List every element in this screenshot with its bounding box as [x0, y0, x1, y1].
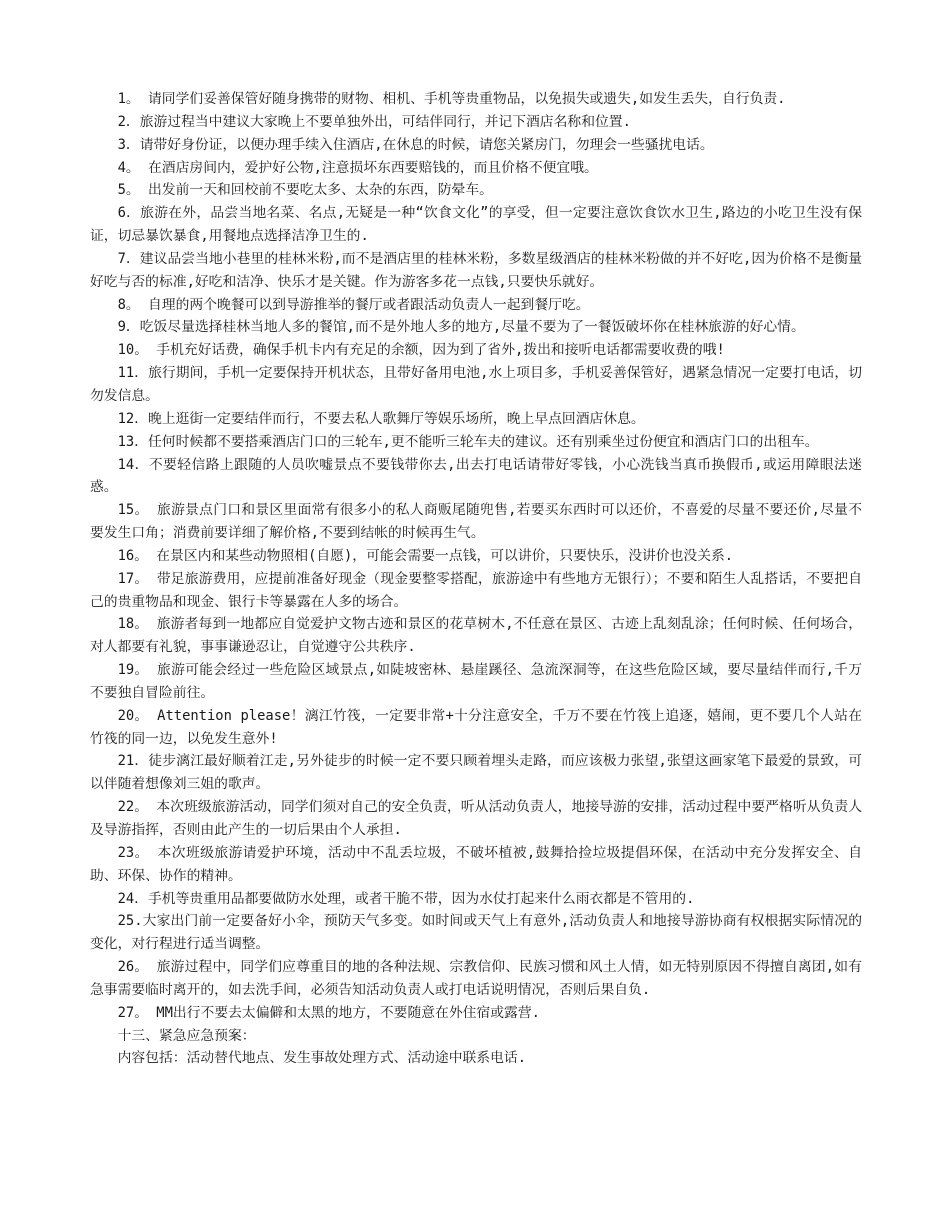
emergency-plan-content: 内容包括：活动替代地点、发生事故处理方式、活动途中联系电话. — [117, 1050, 527, 1067]
paragraph-22: 22。 本次班级旅游活动，同学们须对自己的安全负责，听从活动负责人，地接导游的安排，活动过程中要严格听从负责人及导游指挥，否则由此产生的一切后果由个人承担. — [90, 799, 862, 838]
document-body — [90, 88, 862, 1070]
paragraph-20: 20。 Attention please！漓江竹筏，一定要非常+十分注意安全，千万不要在竹筏上追逐，嬉闹，更不要几个人站在竹筏的同一边，以免发生意外! — [90, 707, 862, 747]
paragraph-17: 17。 带足旅游费用，应提前准备好现金（现金要整零搭配，旅游途中有些地方无银行）；不要和陌生人乱搭话，不要把自己的贵重物品和现金、银行卡等暴露在人多的场合。 — [90, 570, 862, 610]
paragraph-27: 27。 MM出行不要去太偏僻和太黑的地方，不要随意在外住宿或露营. — [117, 1004, 540, 1021]
paragraph-15: 15。 旅游景点门口和景区里面常有很多小的私人商贩尾随兜售,若要买东西时可以还价，不喜爱的尽量不要还价,尽量不要发生口角；消费前要详细了解价格,不要到结帐的时候再生气。 — [90, 502, 862, 542]
paragraph-7: 7．建议品尝当地小巷里的桂林米粉,而不是酒店里的桂林米粉，多数星级酒店的桂林米粉做的并不好吃,因为价格不是衡量好吃与否的标准,好吃和洁净、快乐才是关键。作为游客多花一点钱,只要快乐就好。 — [90, 250, 862, 290]
paragraph-11: 11．旅行期间，手机一定要保持开机状态，且带好备用电池,水上项目多，手机妥善保管好，遇紧急情况一定要打电话，切勿发信息。 — [90, 365, 862, 404]
paragraph-4: 4。 在酒店房间内，爱护好公物,注意损坏东西要赔钱的，而且价格不便宜哦。 — [117, 159, 598, 176]
paragraph-18: 18。 旅游者每到一地都应自觉爱护文物古迹和景区的花草树木,不任意在景区、古迹上乱刻乱涂；任何时候、任何场合，对人都要有礼貌，事事谦逊忍让，自觉遵守公共秩序. — [90, 616, 862, 656]
paragraph-25: 25.大家出门前一定要备好小伞，预防天气多变。如时间或天气上有意外,活动负责人和地接导游协商有权根据实际情况的变化，对行程进行适当调整。 — [90, 913, 862, 953]
paragraph-14: 14．不要轻信路上跟随的人员吹嘘景点不要钱带你去,出去打电话请带好零钱，小心洗钱当真币换假币,或运用障眼法迷惑。 — [90, 456, 862, 496]
paragraph-13: 13．任何时候都不要搭乘酒店门口的三轮车,更不能听三轮车夫的建议。还有别乘坐过份便宜和酒店门口的出租车。 — [117, 433, 819, 450]
paragraph-16: 16。 在景区内和某些动物照相(自愿)，可能会需要一点钱，可以讲价，只要快乐，没讲价也没关系. — [117, 547, 734, 564]
section-heading-emergency-plan: 十三、紧急应急预案： — [117, 1027, 256, 1044]
paragraph-19: 19。 旅游可能会经过一些危险区域景点,如陡坡密林、悬崖蹊径、急流深洞等，在这些危险区域，要尽量结伴而行,千万不要独自冒险前往。 — [90, 662, 862, 701]
paragraph-9: 9．吃饭尽量选择桂林当地人多的餐馆,而不是外地人多的地方,尽量不要为了一餐饭破坏你在桂林旅游的好心情。 — [117, 319, 805, 336]
paragraph-2: 2．旅游过程当中建议大家晚上不要单独外出，可结伴同行，并记下酒店名称和位置. — [117, 113, 631, 130]
paragraph-12: 12．晚上逛街一定要结伴而行，不要去私人歌舞厅等娱乐场所，晚上早点回酒店休息。 — [117, 410, 645, 427]
paragraph-1: 1。 请同学们妥善保管好随身携带的财物、相机、手机等贵重物品，以免损失或遗失,如发生丢失，自行负责. — [117, 91, 786, 107]
paragraph-10: 10。 手机充好话费，确保手机卡内有充足的余额，因为到了省外,拨出和接听电话都需要收费的哦! — [117, 342, 725, 359]
paragraph-21: 21．徒步漓江最好顺着江走,另外徒步的时候一定不要只顾着埋头走路，而应该极力张望,张望这画家笔下最爱的景致，可以伴随着想像刘三姐的歌声。 — [90, 753, 862, 793]
paragraph-6: 6．旅游在外，品尝当地名菜、名点,无疑是一种“饮食文化”的享受，但一定要注意饮食饮水卫生,路边的小吃卫生没有保证，切忌暴饮暴食,用餐地点选择洁净卫生的. — [90, 205, 862, 245]
paragraph-26: 26。 旅游过程中，同学们应尊重目的地的各种法规、宗教信仰、民族习惯和风土人情，如无特别原因不得擅自离团,如有急事需要临时离开的，如去洗手间，必须告知活动负责人或打电话说明情况，否则后果自负. — [90, 959, 862, 998]
paragraph-5: 5。 出发前一天和回校前不要吃太多、太杂的东西，防晕车。 — [117, 182, 493, 199]
paragraph-23: 23。 本次班级旅游请爱护环境，活动中不乱丢垃圾，不破坏植被,鼓舞拾捡垃圾提倡环保，在活动中充分发挥安全、自助、环保、协作的精神。 — [90, 844, 862, 884]
paragraph-24: 24．手机等贵重用品都要做防水处理，或者干脆不带，因为水仗打起来什么雨衣都是不管用的. — [117, 890, 695, 907]
paragraph-3: 3．请带好身份证，以便办理手续入住酒店,在休息的时候，请您关紧房门，勿理会一些骚扰电话。 — [117, 136, 714, 153]
paragraph-8: 8。 自理的两个晚餐可以到导游推举的餐厅或者跟活动负责人一起到餐厅吃。 — [117, 296, 590, 313]
